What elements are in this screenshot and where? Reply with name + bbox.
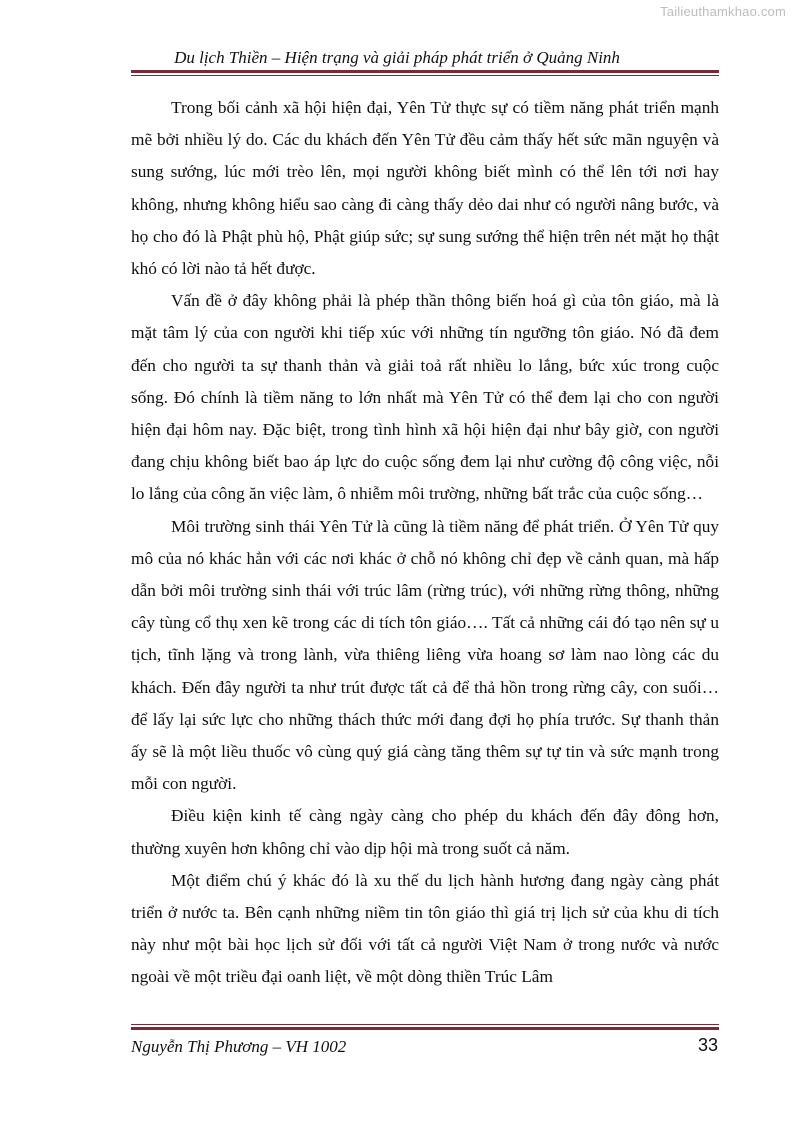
watermark: Tailieuthamkhao.com xyxy=(660,4,786,19)
page-number: 33 xyxy=(697,1035,718,1055)
paragraph: Trong bối cảnh xã hội hiện đại, Yên Tử thực sự có tiềm năng phát triển mạnh mẽ bởi nhiều lý do. Các du khách đến Yên Tử đều cảm thấy hết sức mãn nguyện và sung sướng, lúc mới trèo lên, mọi người không biết mình có thể lên tới nơi hay không, nhưng không hiểu sao càng đi càng thấy dẻo dai như có người nâng bước, và họ cho đó là Phật phù hộ, Phật giúp sức; sự sung sướng thể hiện trên nét mặt họ thật khó có lời nào tả hết được. xyxy=(131,98,719,279)
header-rule xyxy=(131,70,719,76)
paragraph: Một điểm chú ý khác đó là xu thế du lịch hành hương đang ngày càng phát triển ở nước ta. Bên cạnh những niềm tin tôn giáo thì giá trị lịch sử của khu di tích này như một bài học lịch sử đối với tất cả người Việt Nam ở trong nước và nước ngoài về một triều đại oanh liệt, về một dòng thiền Trúc Lâm xyxy=(131,870,719,987)
paragraph: Vấn đề ở đây không phải là phép thần thông biến hoá gì của tôn giáo, mà là mặt tâm lý của con người khi tiếp xúc với những tín ngưỡng tôn giáo. Nó đã đem đến cho người ta sự thanh thản và giải toả rất nhiều lo lắng, bức xúc trong cuộc sống. Đó chính là tiềm năng to lớn nhất mà Yên Tử có thể đem lại cho con người hiện đại hôm nay. Đặc biệt, trong tình hình xã hội hiện đại như bây giờ, con người đang chịu không biết bao áp lực do cuộc sống đem lại như cường độ công việc, nỗi lo lắng của công ăn việc làm, ô nhiễm môi trường, những bất trắc của cuộc sống… xyxy=(131,291,719,504)
paragraph: Điều kiện kinh tế càng ngày càng cho phép du khách đến đây đông hơn, thường xuyên hơn không chỉ vào dịp hội mà trong suốt cả năm. xyxy=(131,806,719,858)
body-text xyxy=(131,92,719,994)
footer-rule xyxy=(131,1024,719,1030)
paragraph: Môi trường sinh thái Yên Tử là cũng là tiềm năng để phát triển. Ở Yên Tử quy mô của nó khác hẳn với các nơi khác ở chỗ nó không chỉ đẹp về cảnh quan, mà hấp dẫn bởi môi trường sinh thái với trúc lâm (rừng trúc), với những rừng thông, những cây tùng cổ thụ xen kẽ trong các di tích tôn giáo…. Tất cả những cái đó tạo nên sự u tịch, tĩnh lặng và trong lành, vừa thiêng liêng vừa hoang sơ làm nao lòng các du khách. Đến đây người ta như trút được tất cả để thả hồn trong rừng cây, con suối… để lấy lại sức lực cho những thách thức mới đang đợi họ phía trước. Sự thanh thản ấy sẽ là một liều thuốc vô cùng quý giá càng tăng thêm sự tự tin và sức mạnh trong mỗi con người. xyxy=(131,516,719,794)
footer-author: Nguyễn Thị Phương – VH 1002 xyxy=(131,1037,347,1056)
running-header: Du lịch Thiền – Hiện trạng và giải pháp phát triển ở Quảng Ninh xyxy=(174,48,620,67)
